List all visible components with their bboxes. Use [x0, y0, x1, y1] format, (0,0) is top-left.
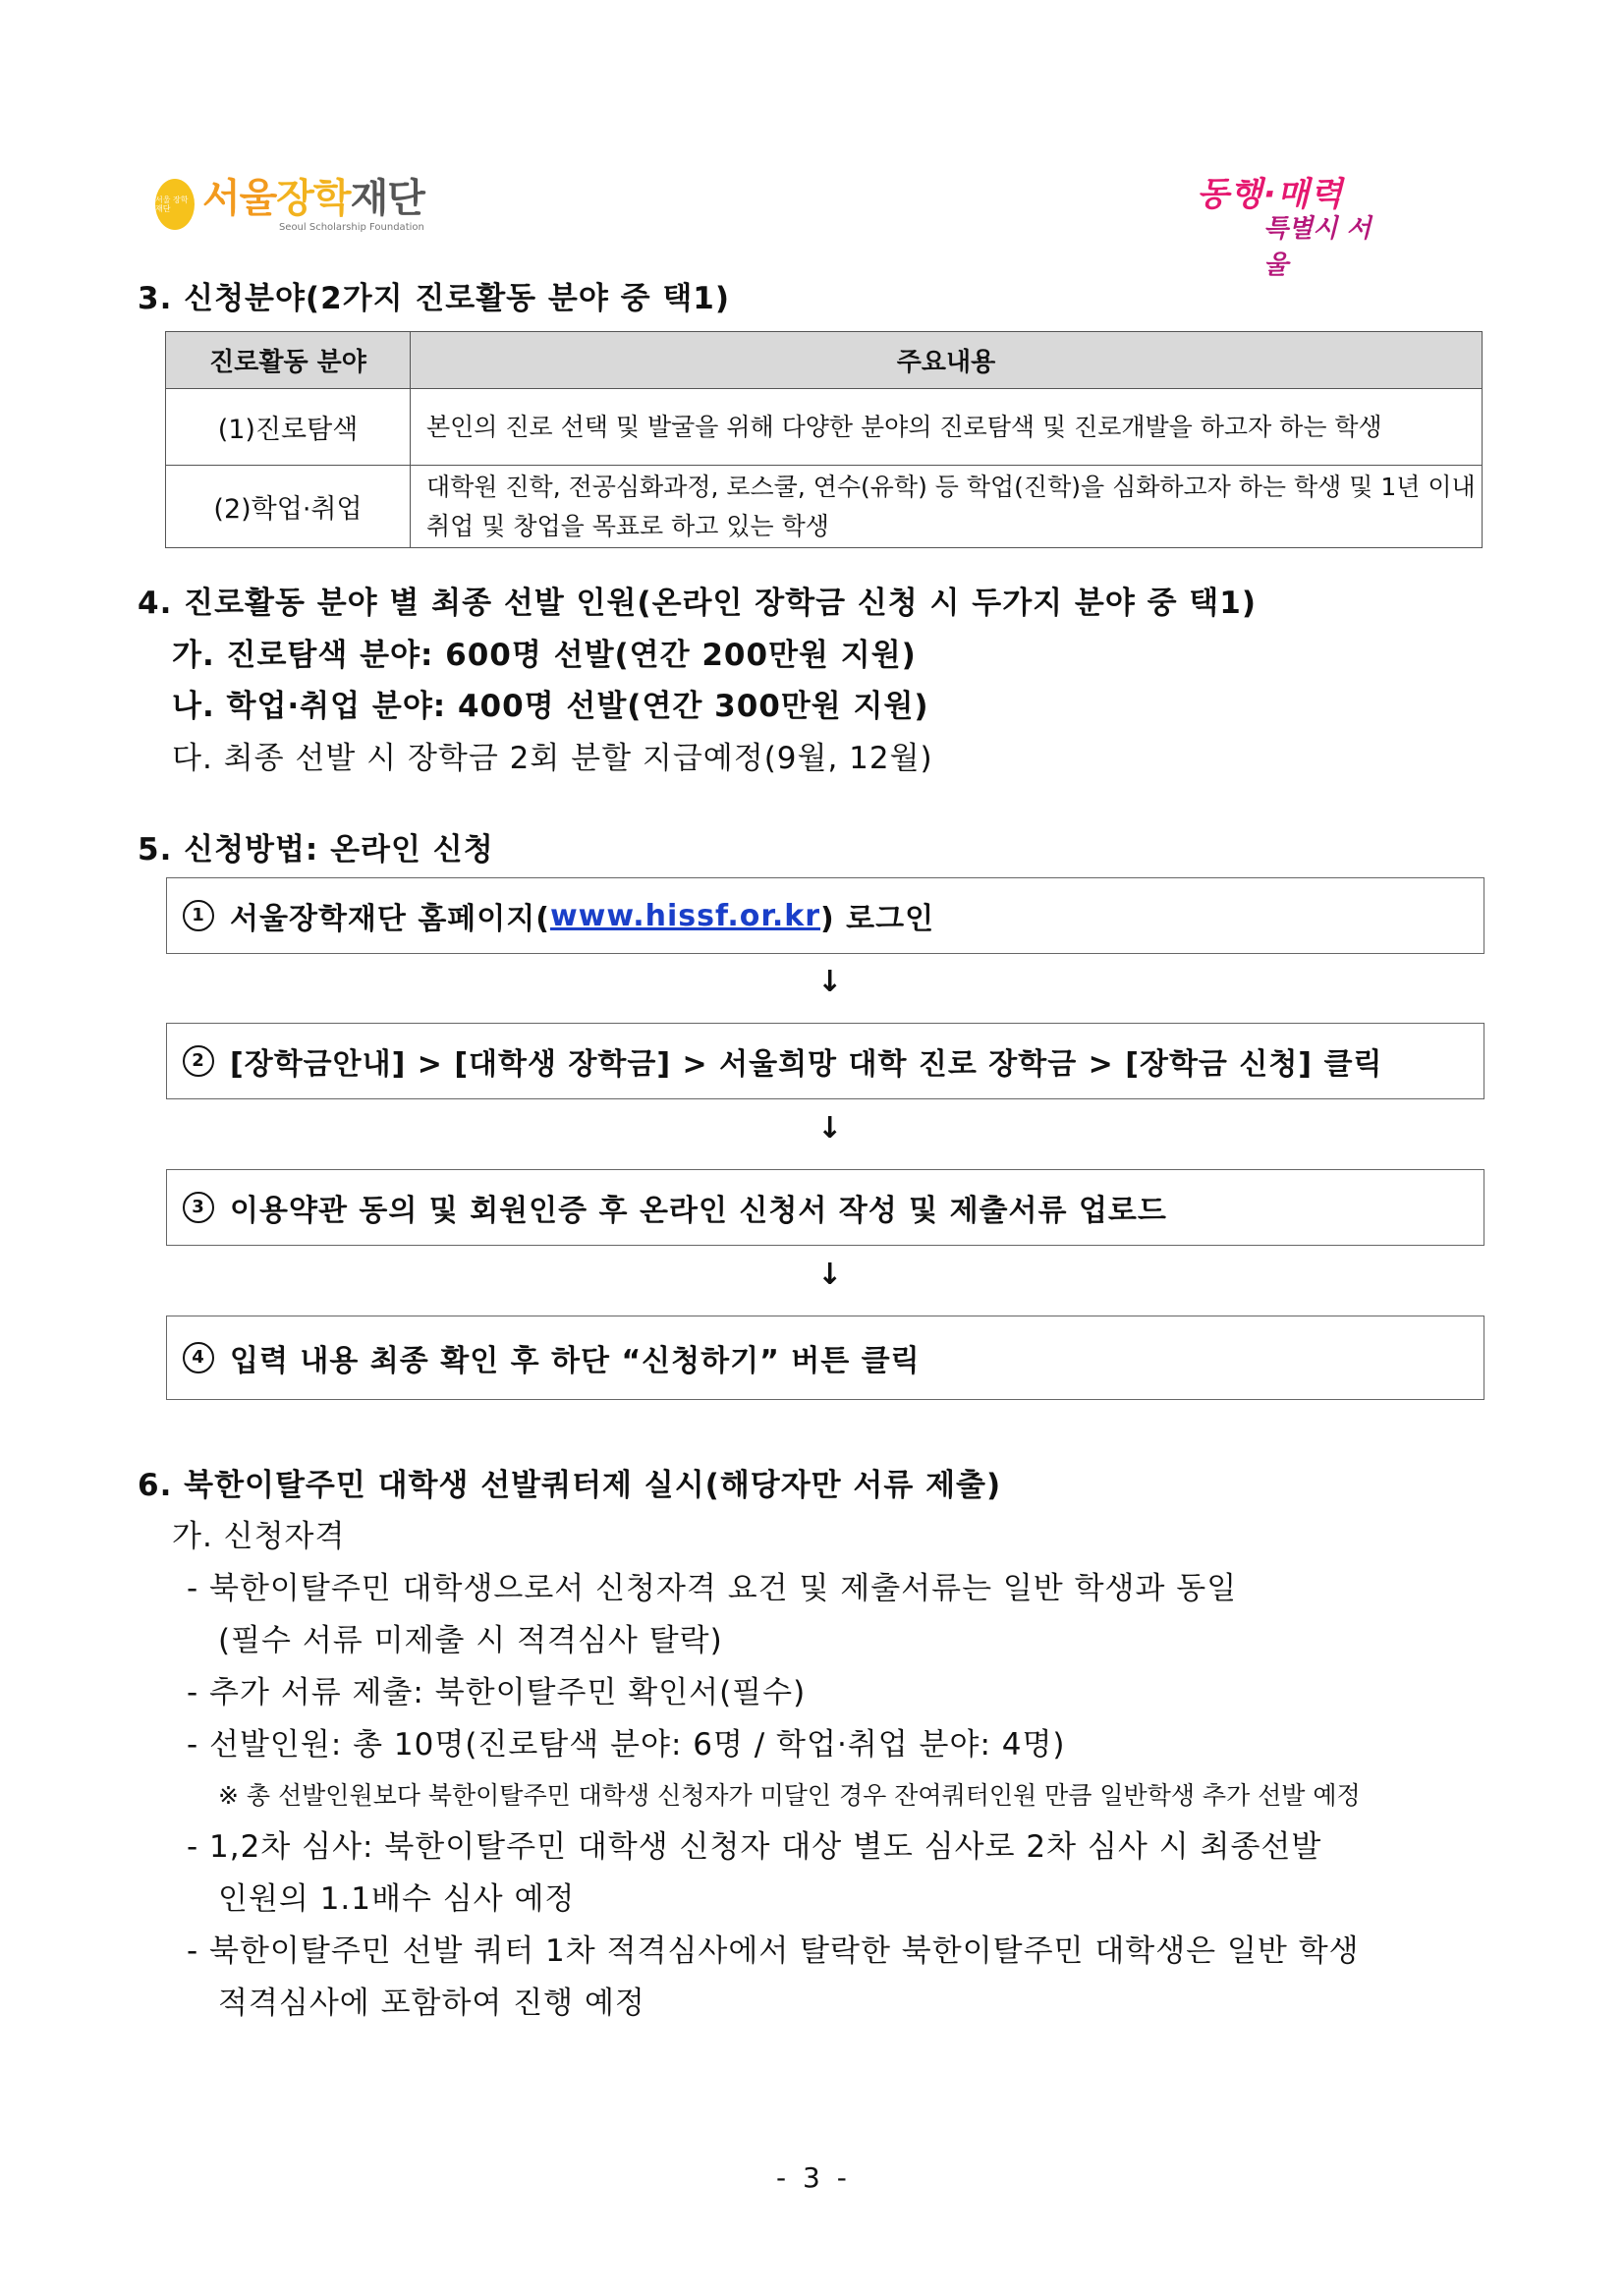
step-2-box	[166, 1023, 1484, 1099]
section4-title: 4. 진로활동 분야 별 최종 선발 인원(온라인 장학금 신청 시 두가지 분야 중 택1)	[138, 586, 1257, 621]
table-cell-field: (2)학업·취업	[166, 466, 411, 548]
homepage-link[interactable]: www.hissf.or.kr	[549, 898, 821, 933]
section4-item-c: 다. 최종 선발 시 장학금 2회 분할 지급예정(9월, 12월)	[172, 741, 933, 776]
step-3-text: 이용약관 동의 및 회원인증 후 온라인 신청서 작성 및 제출서류 업로드	[230, 1194, 1167, 1228]
step-1-box	[166, 877, 1484, 954]
section6-line: - 북한이탈주민 선발 쿼터 1차 적격심사에서 탈락한 북한이탈주민 대학생은 일반 학생	[187, 1933, 1360, 1969]
table-header-content: 주요내용	[411, 332, 1483, 389]
slogan-line-2: 특별시 서울	[1263, 214, 1372, 280]
section6-title: 6. 북한이탈주민 대학생 선발쿼터제 실시(해당자만 서류 제출)	[138, 1468, 1002, 1503]
section6-sub: 가. 신청자격	[172, 1519, 346, 1554]
step-number: 4	[183, 1342, 214, 1373]
section6-line: 적격심사에 포함하여 진행 예정	[218, 1986, 645, 2021]
step-3-box	[166, 1169, 1484, 1246]
table-cell-content-line: 대학원 진학, 전공심화과정, 로스쿨, 연수(유학) 등 학업(진학)을 심화하고자 하는 학생 및 1년 이내	[426, 472, 1476, 501]
step-2-text: [장학금안내] > [대학생 장학금] > 서울희망 대학 진로 장학금 > [장학금 신청] 클릭	[230, 1047, 1383, 1082]
section4-item-a: 가. 진로탐색 분야: 600명 선발(연간 200만원 지원)	[172, 638, 917, 673]
seoul-scholarship-logo	[155, 165, 424, 244]
down-arrow-icon: ↓	[817, 1258, 843, 1292]
table-cell-content-line: 본인의 진로 선택 및 발굴을 위해 다양한 분야의 진로탐색 및 진로개발을 하고자 하는 학생	[426, 412, 1382, 441]
down-arrow-icon: ↓	[817, 1111, 843, 1146]
table-header-field: 진로활동 분야	[166, 332, 411, 389]
section6-note: ※ 총 선발인원보다 북한이탈주민 대학생 신청자가 미달인 경우 잔여쿼터인원 만큼 일반학생 추가 선발 예정	[218, 1781, 1361, 1810]
logo-text-c: 재단	[350, 175, 424, 221]
logo-subtitle: Seoul Scholarship Foundation	[278, 221, 424, 233]
step-4-box	[166, 1316, 1484, 1400]
section6-line: 인원의 1.1배수 심사 예정	[218, 1881, 576, 1917]
step-1-text-pre: 서울장학재단 홈페이지(	[230, 902, 550, 936]
down-arrow-icon: ↓	[817, 965, 843, 999]
step-number: 3	[183, 1192, 214, 1223]
step-4-text: 입력 내용 최종 확인 후 하단 “신청하기” 버튼 클릭	[230, 1344, 921, 1378]
table-header-row	[166, 332, 1483, 389]
section6-line: - 1,2차 심사: 북한이탈주민 대학생 신청자 대상 별도 심사로 2차 심사 시 최종선발	[187, 1829, 1322, 1865]
step-number: 1	[183, 900, 214, 931]
section6-line: - 추가 서류 제출: 북한이탈주민 확인서(필수)	[187, 1675, 807, 1710]
seoul-city-slogan-logo	[1197, 167, 1393, 280]
table-cell-field: (1)진로탐색	[166, 389, 411, 466]
table-row	[166, 389, 1483, 466]
table-cell-content	[411, 389, 1483, 466]
logo-text-b: 장학	[276, 175, 351, 221]
section5-title: 5. 신청방법: 온라인 신청	[138, 832, 494, 868]
section6-line: - 선발인원: 총 10명(진로탐색 분야: 6명 / 학업·취업 분야: 4명)	[187, 1727, 1066, 1763]
application-field-table	[165, 331, 1483, 548]
logo-text-a: 서울	[202, 175, 277, 221]
slogan-line-1: 동행·매력	[1197, 175, 1344, 214]
logo-badge	[155, 179, 195, 230]
section4-item-b: 나. 학업·취업 분야: 400명 선발(연간 300만원 지원)	[172, 689, 929, 724]
page-number: - 3 -	[776, 2161, 851, 2194]
step-1-text-post: ) 로그인	[820, 902, 935, 936]
section3-title: 3. 신청분야(2가지 진로활동 분야 중 택1)	[138, 281, 731, 316]
table-cell-content	[411, 466, 1483, 548]
logo-badge-text: 서울 장학 재단	[155, 196, 189, 213]
table-row	[166, 466, 1483, 548]
section6-line: (필수 서류 미제출 시 적격심사 탈락)	[218, 1623, 723, 1658]
table-cell-content-line: 취업 및 창업을 목표로 하고 있는 학생	[426, 511, 829, 540]
section6-line: - 북한이탈주민 대학생으로서 신청자격 요건 및 제출서류는 일반 학생과 동일	[187, 1571, 1238, 1606]
step-number: 2	[183, 1045, 214, 1077]
